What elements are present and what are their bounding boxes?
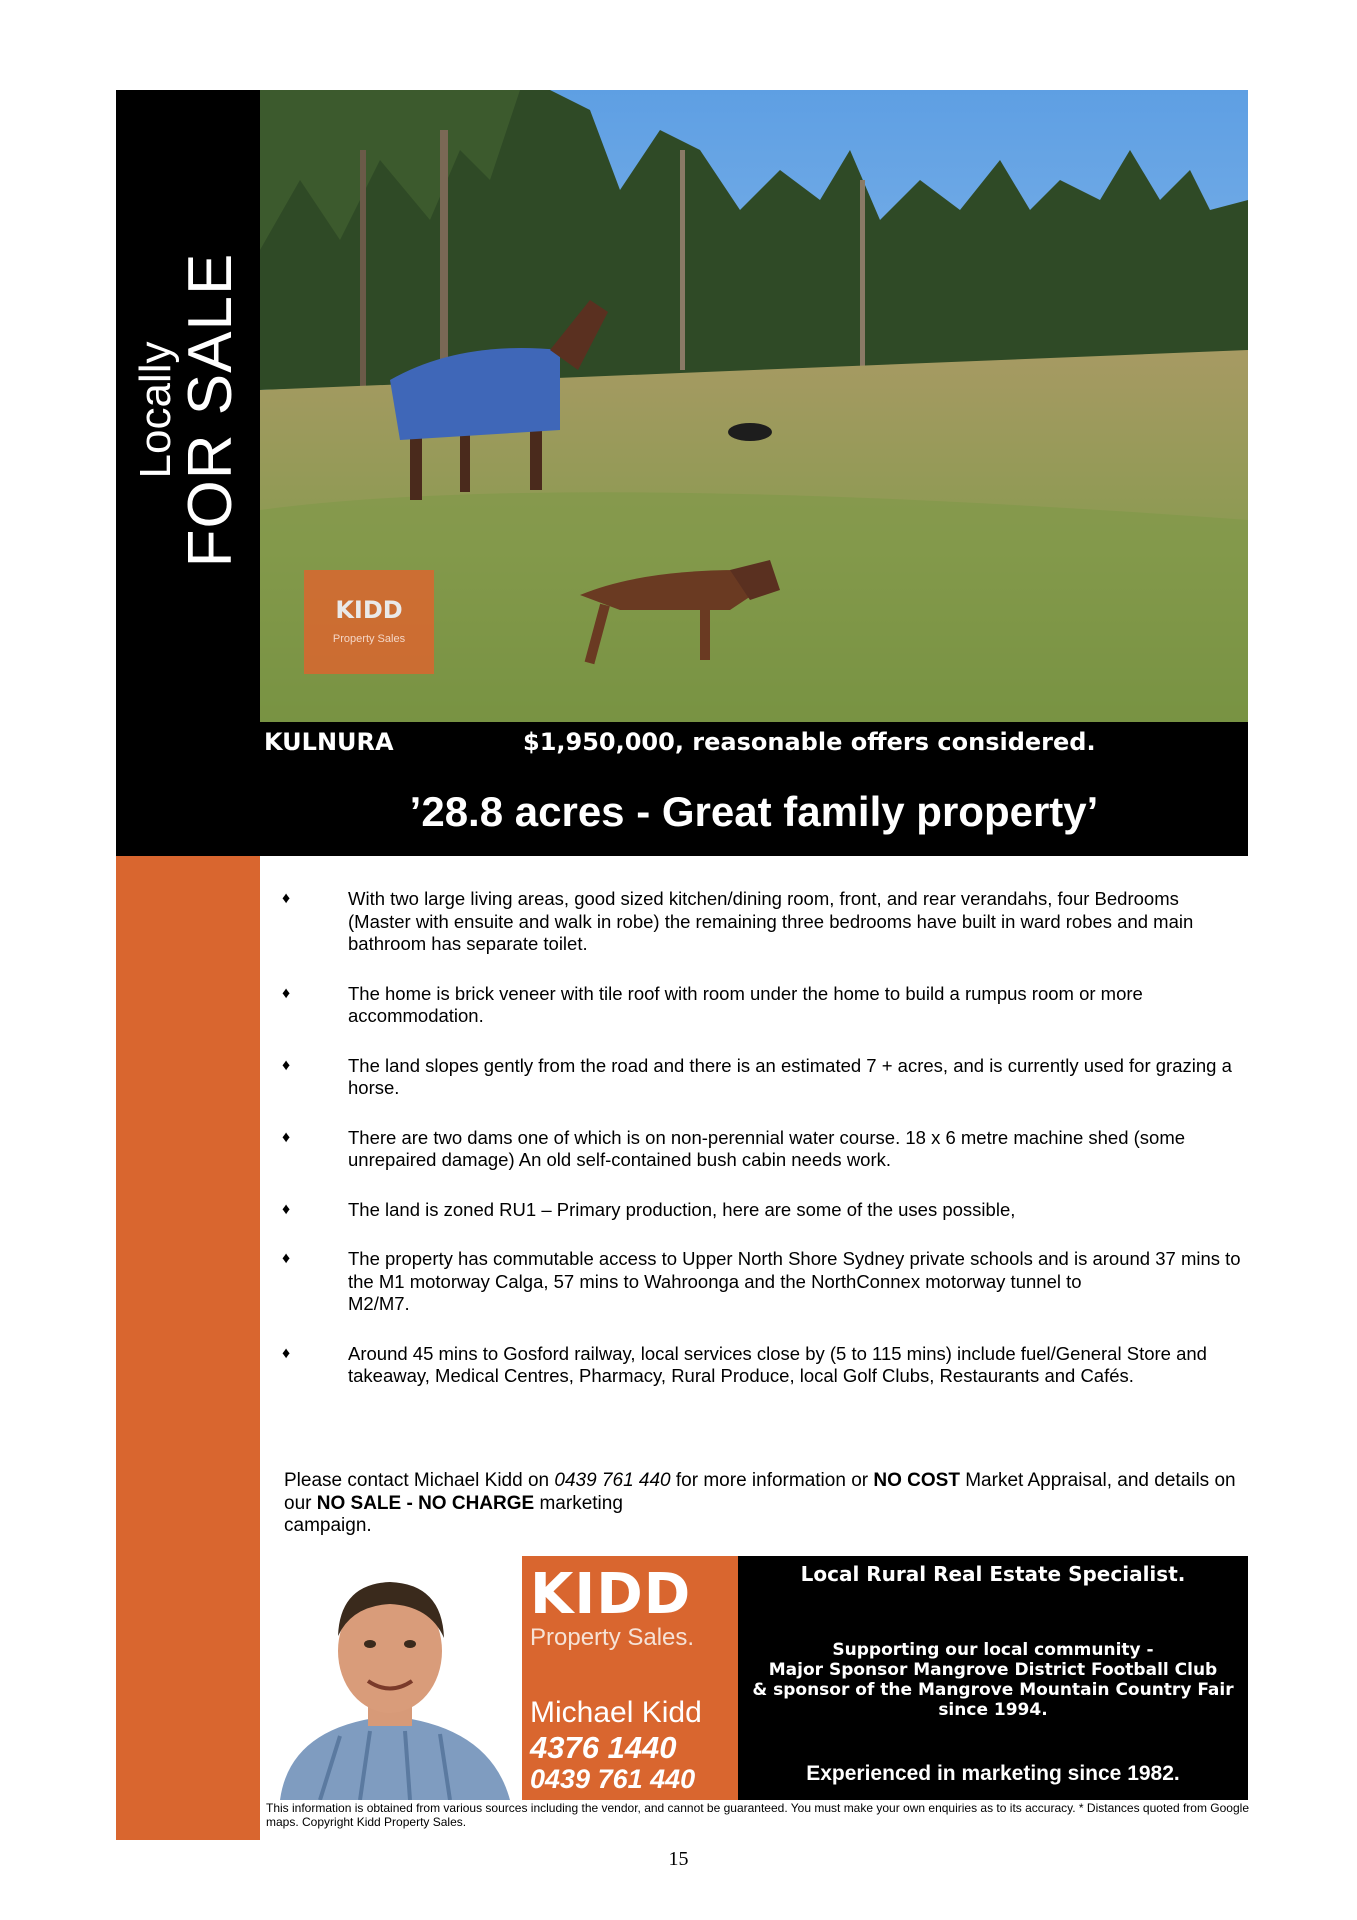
brand-logo: KIDD [530, 1562, 692, 1627]
agent-photo [260, 1556, 522, 1800]
experience-text: Experienced in marketing since 1982. [806, 1762, 1180, 1785]
headline: ’28.8 acres - Great family property’ [409, 788, 1099, 835]
property-photo [260, 90, 1248, 722]
contact-phone: 0439 761 440 [554, 1470, 671, 1491]
tagline: Local Rural Real Estate Specialist. [800, 1562, 1186, 1586]
vertical-title [133, 253, 243, 568]
feature-item: ♦ There are two dams one of which is on non-perennial water course. 18 x 6 metre machine shed (some unrepaired damage) An old self-contained bush cabin needs work. [282, 1126, 1186, 1170]
diamond-icon: ♦ [282, 984, 291, 1002]
sponsor-text: Supporting our local community - Major Sponsor Mangrove District Football Club & sponsor of the Mangrove Mountain Country Fair since 1994. [752, 1640, 1234, 1720]
diamond-icon: ♦ [282, 1200, 291, 1218]
feature-item: ♦ The land slopes gently from the road and there is an estimated 7 + acres, and is currently used for grazing a horse. [282, 1054, 1232, 1098]
agent-phone-mobile: 0439 761 440 [530, 1764, 696, 1794]
agent-name: Michael Kidd [530, 1696, 702, 1729]
feature-item: ♦ The home is brick veneer with tile roof with room under the home to build a rumpus room or more accommodation. [282, 982, 1143, 1026]
feature-item: ♦ The land is zoned RU1 – Primary production, here are some of the uses possible, [282, 1198, 1016, 1220]
feature-item: ♦ The property has commutable access to Upper North Shore Sydney private schools and is around 37 mins to the M1 motorway Calga, 57 mins to Wahroonga and the NorthConnex motorway tunnel to M2/M7. [282, 1248, 1241, 1314]
price-bar [260, 722, 1248, 856]
title-locally: Locally [131, 341, 180, 479]
info-block [738, 1556, 1248, 1800]
feature-item: ♦ With two large living areas, good sized kitchen/dining room, front, and rear verandahs, four Bedrooms (Master with ensuite and walk in robe) the remaining three bedrooms have built in ward robes and main bathroom has separate toilet. [282, 888, 1194, 954]
diamond-icon: ♦ [282, 1128, 291, 1146]
feature-item: ♦ Around 45 mins to Gosford railway, local services close by (5 to 115 mins) include fuel/General Store and takeaway, Medical Centres, Pharmacy, Rural Produce, local Golf Clubs, Restaurants and Cafés. [282, 1342, 1207, 1386]
diamond-icon: ♦ [282, 1250, 291, 1267]
watermark-kidd: KIDD [335, 596, 403, 624]
brand-subtitle: Property Sales. [530, 1624, 695, 1651]
feature-list [282, 888, 1242, 1415]
agent-phone-office: 4376 1440 [530, 1730, 677, 1765]
page-number: 15 [668, 1848, 689, 1870]
location: KULNURA [264, 728, 394, 756]
price: $1,950,000, reasonable offers considered. [523, 728, 1096, 756]
watermark-sub: Property Sales [332, 633, 406, 645]
title-for-sale: FOR SALE [176, 252, 245, 568]
side-banner-orange [116, 856, 260, 1840]
diamond-icon: ♦ [282, 890, 291, 907]
contact-paragraph: Please contact Michael Kidd on 0439 761 440 for more information or NO COST Market Appraisal, and details on our NO SALE - NO CHARGE marketing campaign. [284, 1470, 1236, 1536]
diamond-icon: ♦ [282, 1344, 291, 1362]
brand-block [522, 1556, 738, 1800]
disclaimer: This information is obtained from various sources including the vendor, and cannot be guaranteed. You must make your own enquiries as to its accuracy. * Distances quoted from Google maps. Copyright Kidd Property Sales. [266, 1801, 1249, 1829]
diamond-icon: ♦ [282, 1056, 291, 1074]
